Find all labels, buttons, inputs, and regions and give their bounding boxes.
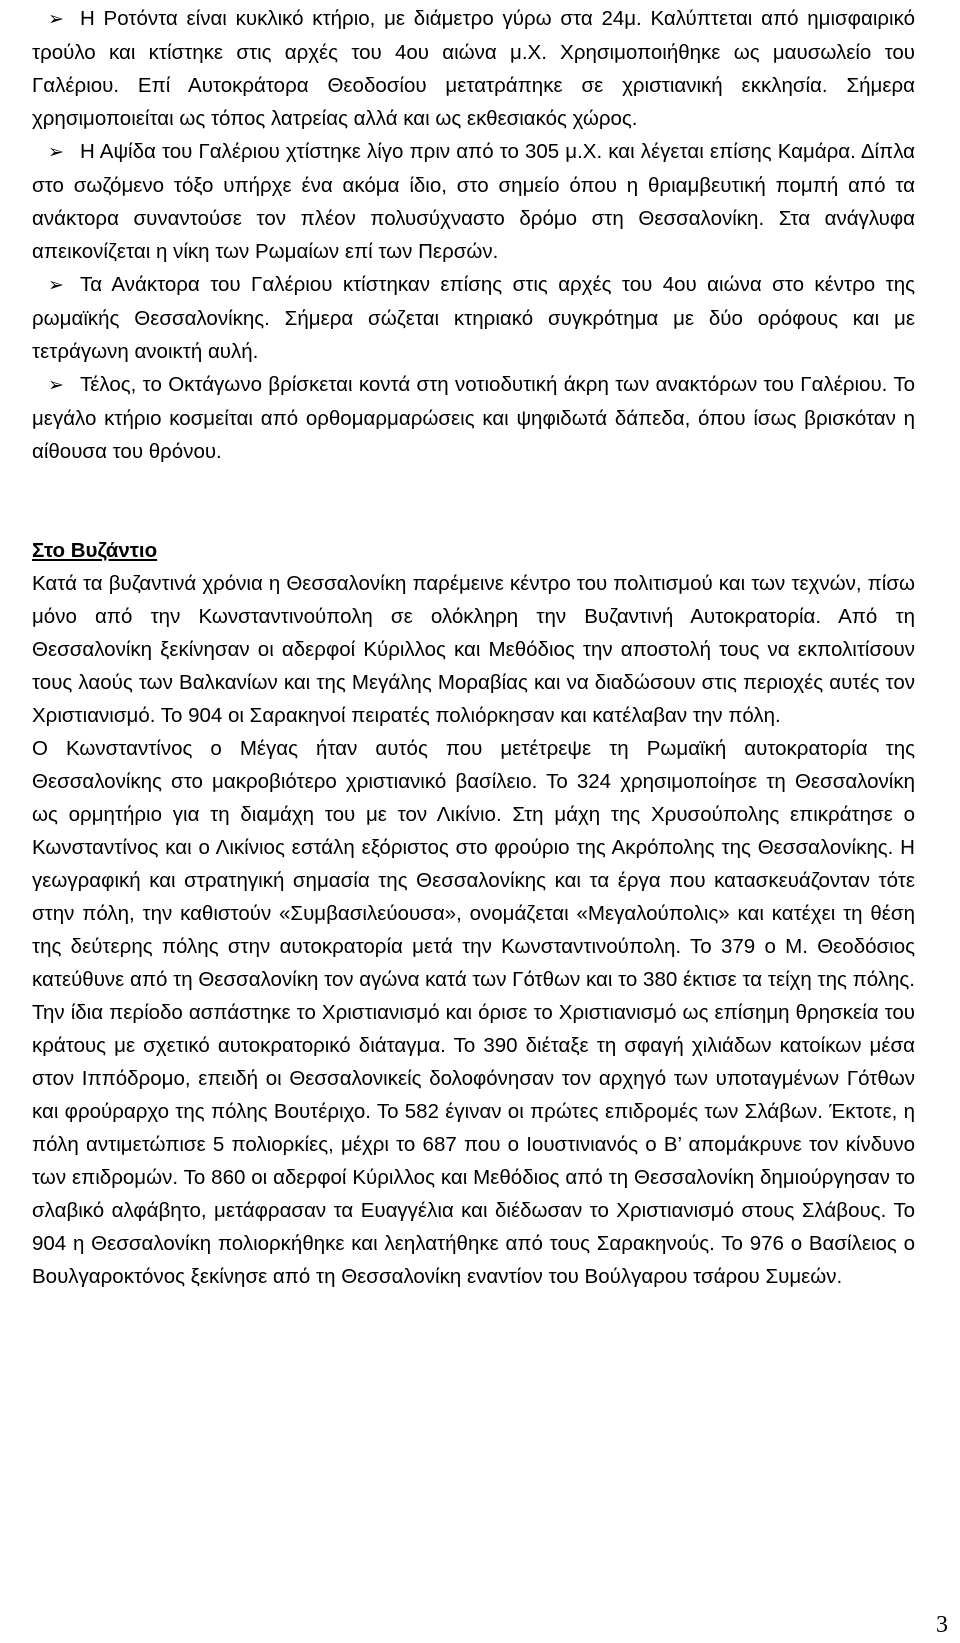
page-number: 3 [936, 1612, 948, 1638]
bullet-octagon [32, 368, 915, 468]
bullet-text: Τα Ανάκτορα του Γαλέριου κτίστηκαν επίσης στις αρχές του 4ου αιώνα στο κέντρο της ρωμαϊκής Θεσσαλονίκης. Σήμερα σώζεται κτηριακό συγκρότημα με δύο ορόφους και με τετράγωνη ανοικτή αυλή. [32, 273, 915, 363]
document-page [32, 2, 915, 1293]
bullet-arch [32, 135, 915, 268]
bullet-text: Η Ροτόντα είναι κυκλικό κτήριο, με διάμετρο γύρω στα 24μ. Καλύπτεται από ημισφαιρικό τρούλο και κτίστηκε στις αρχές του 4ου αιώνα μ.Χ. Χρησιμοποιήθηκε ως μαυσωλείο του Γαλέριου. Επί Αυτοκράτορα Θεοδοσίου μετατράπηκε σε χριστιανική εκκλησία. Σήμερα χρησιμοποιείται ως τόπος λατρείας αλλά και ως εκθεσιακός χώρος. [32, 7, 915, 130]
body-paragraph: Ο Κωνσταντίνος ο Μέγας ήταν αυτός που μετέτρεψε τη Ρωμαϊκή αυτοκρατορία της Θεσσαλονίκης στο μακροβιότερο χριστιανικό βασίλειο. Το 324 χρησιμοποίησε τη Θεσσαλονίκη ως ορμητήριο για τη διαμάχη του με τον Λικίνιο. Στη μάχη της Χρυσούπολης επικράτησε ο Κωνσταντίνος και ο Λικίνιος εστάλη εξόριστος στο φρούριο της Ακρόπολης της Θεσσαλονίκης. Η γεωγραφική και στρατηγική σημασία της Θεσσαλονίκης και τα έργα που κατασκευάζονταν τότε στην πόλη, την καθιστούν «Συμβασιλεύουσα», ονομάζεται «Μεγαλούπολις» και κατέχει τη θέση της δεύτερης πόλης στην αυτοκρατορία μετά την Κωνσταντινούπολη. Το 379 ο Μ. Θεοδόσιος κατεύθυνε από τη Θεσσαλονίκη τον αγώνα κατά των Γότθων και το 380 έκτισε τα τείχη της πόλης. Την ίδια περίοδο ασπάστηκε το Χριστιανισμό και όρισε το Χριστιανισμό ως επίσημη θρησκεία του κράτους με σχετικό αυτοκρατορικό διάταγμα. Το 390 διέταξε τη σφαγή χιλιάδων κατοίκων μέσα στον Ιππόδρομο, επειδή οι Θεσσαλονικείς δολοφόνησαν τον αρχηγό των υποταγμένων Γότθων και φρούραρχο της πόλης Βουτέριχο. Το 582 έγιναν οι πρώτες επιδρομές των Σλάβων. Έκτοτε, η πόλη αντιμετώπισε 5 πολιορκίες, μέχρι το 687 που ο Ιουστινιανός ο Β’ απομάκρυνε τον κίνδυνο των επιδρομών. Το 860 οι αδερφοί Κύριλλος και Μεθόδιος από τη Θεσσαλονίκη δημιούργησαν το σλαβικό αλφάβητο, μετάφρασαν τα Ευαγγέλια και διέδωσαν το Χριστιανισμό στους Σλάβους. Το 904 η Θεσσαλονίκη πολιορκήθηκε και λεηλατήθηκε από τους Σαρακηνούς. Το 976 ο Βασίλειος ο Βουλγαροκτόνος ξεκίνησε από τη Θεσσαλονίκη εναντίον του Βούλγαρου τσάρου Συμεών. [32, 737, 915, 1288]
bullet-text: Η Αψίδα του Γαλέριου χτίστηκε λίγο πριν από το 305 μ.Χ. και λέγεται επίσης Καμάρα. Δίπλα στο σωζόμενο τόξο υπήρχε ένα ακόμα ίδιο, στο σημείο όπου η θριαμβευτική πομπή από τα ανάκτορα συναντούσε τον πλέον πολυσύχναστο δρόμο στη Θεσσαλονίκη. Στα ανάγλυφα απεικονίζεται η νίκη των Ρωμαίων επί των Περσών. [32, 140, 915, 263]
bullet-palace [32, 268, 915, 368]
bullet-rotunda [32, 2, 915, 135]
arrow-bullet-icon: ➢ [48, 274, 64, 296]
arrow-bullet-icon: ➢ [48, 374, 64, 396]
section-spacer [32, 468, 915, 534]
section-heading: Στο Βυζάντιο [32, 539, 158, 562]
arrow-bullet-icon: ➢ [48, 8, 64, 30]
body-paragraph: Κατά τα βυζαντινά χρόνια η Θεσσαλονίκη παρέμεινε κέντρο του πολιτισμού και των τεχνών, πίσω μόνο από την Κωνσταντινούπολη σε ολόκληρη την Βυζαντινή Αυτοκρατορία. Από τη Θεσσαλονίκη ξεκίνησαν οι αδερφοί Κύριλλος και Μεθόδιος την αποστολή τους να εκπολιτίσουν τους λαούς των Βαλκανίων και της Μεγάλης Μοραβίας και να διαδώσουν στις περιοχές αυτές τον Χριστιανισμό. Το 904 οι Σαρακηνοί πειρατές πολιόρκησαν και κατέλαβαν την πόλη. [32, 572, 915, 727]
bullet-text: Τέλος, το Οκτάγωνο βρίσκεται κοντά στη νοτιοδυτική άκρη των ανακτόρων του Γαλέριου. Το μεγάλο κτήριο κοσμείται από ορθομαρμαρώσεις και ψηφιδωτά δάπεδα, όπου ίσως βρισκόταν η αίθουσα του θρόνου. [32, 373, 915, 463]
arrow-bullet-icon: ➢ [48, 141, 64, 163]
